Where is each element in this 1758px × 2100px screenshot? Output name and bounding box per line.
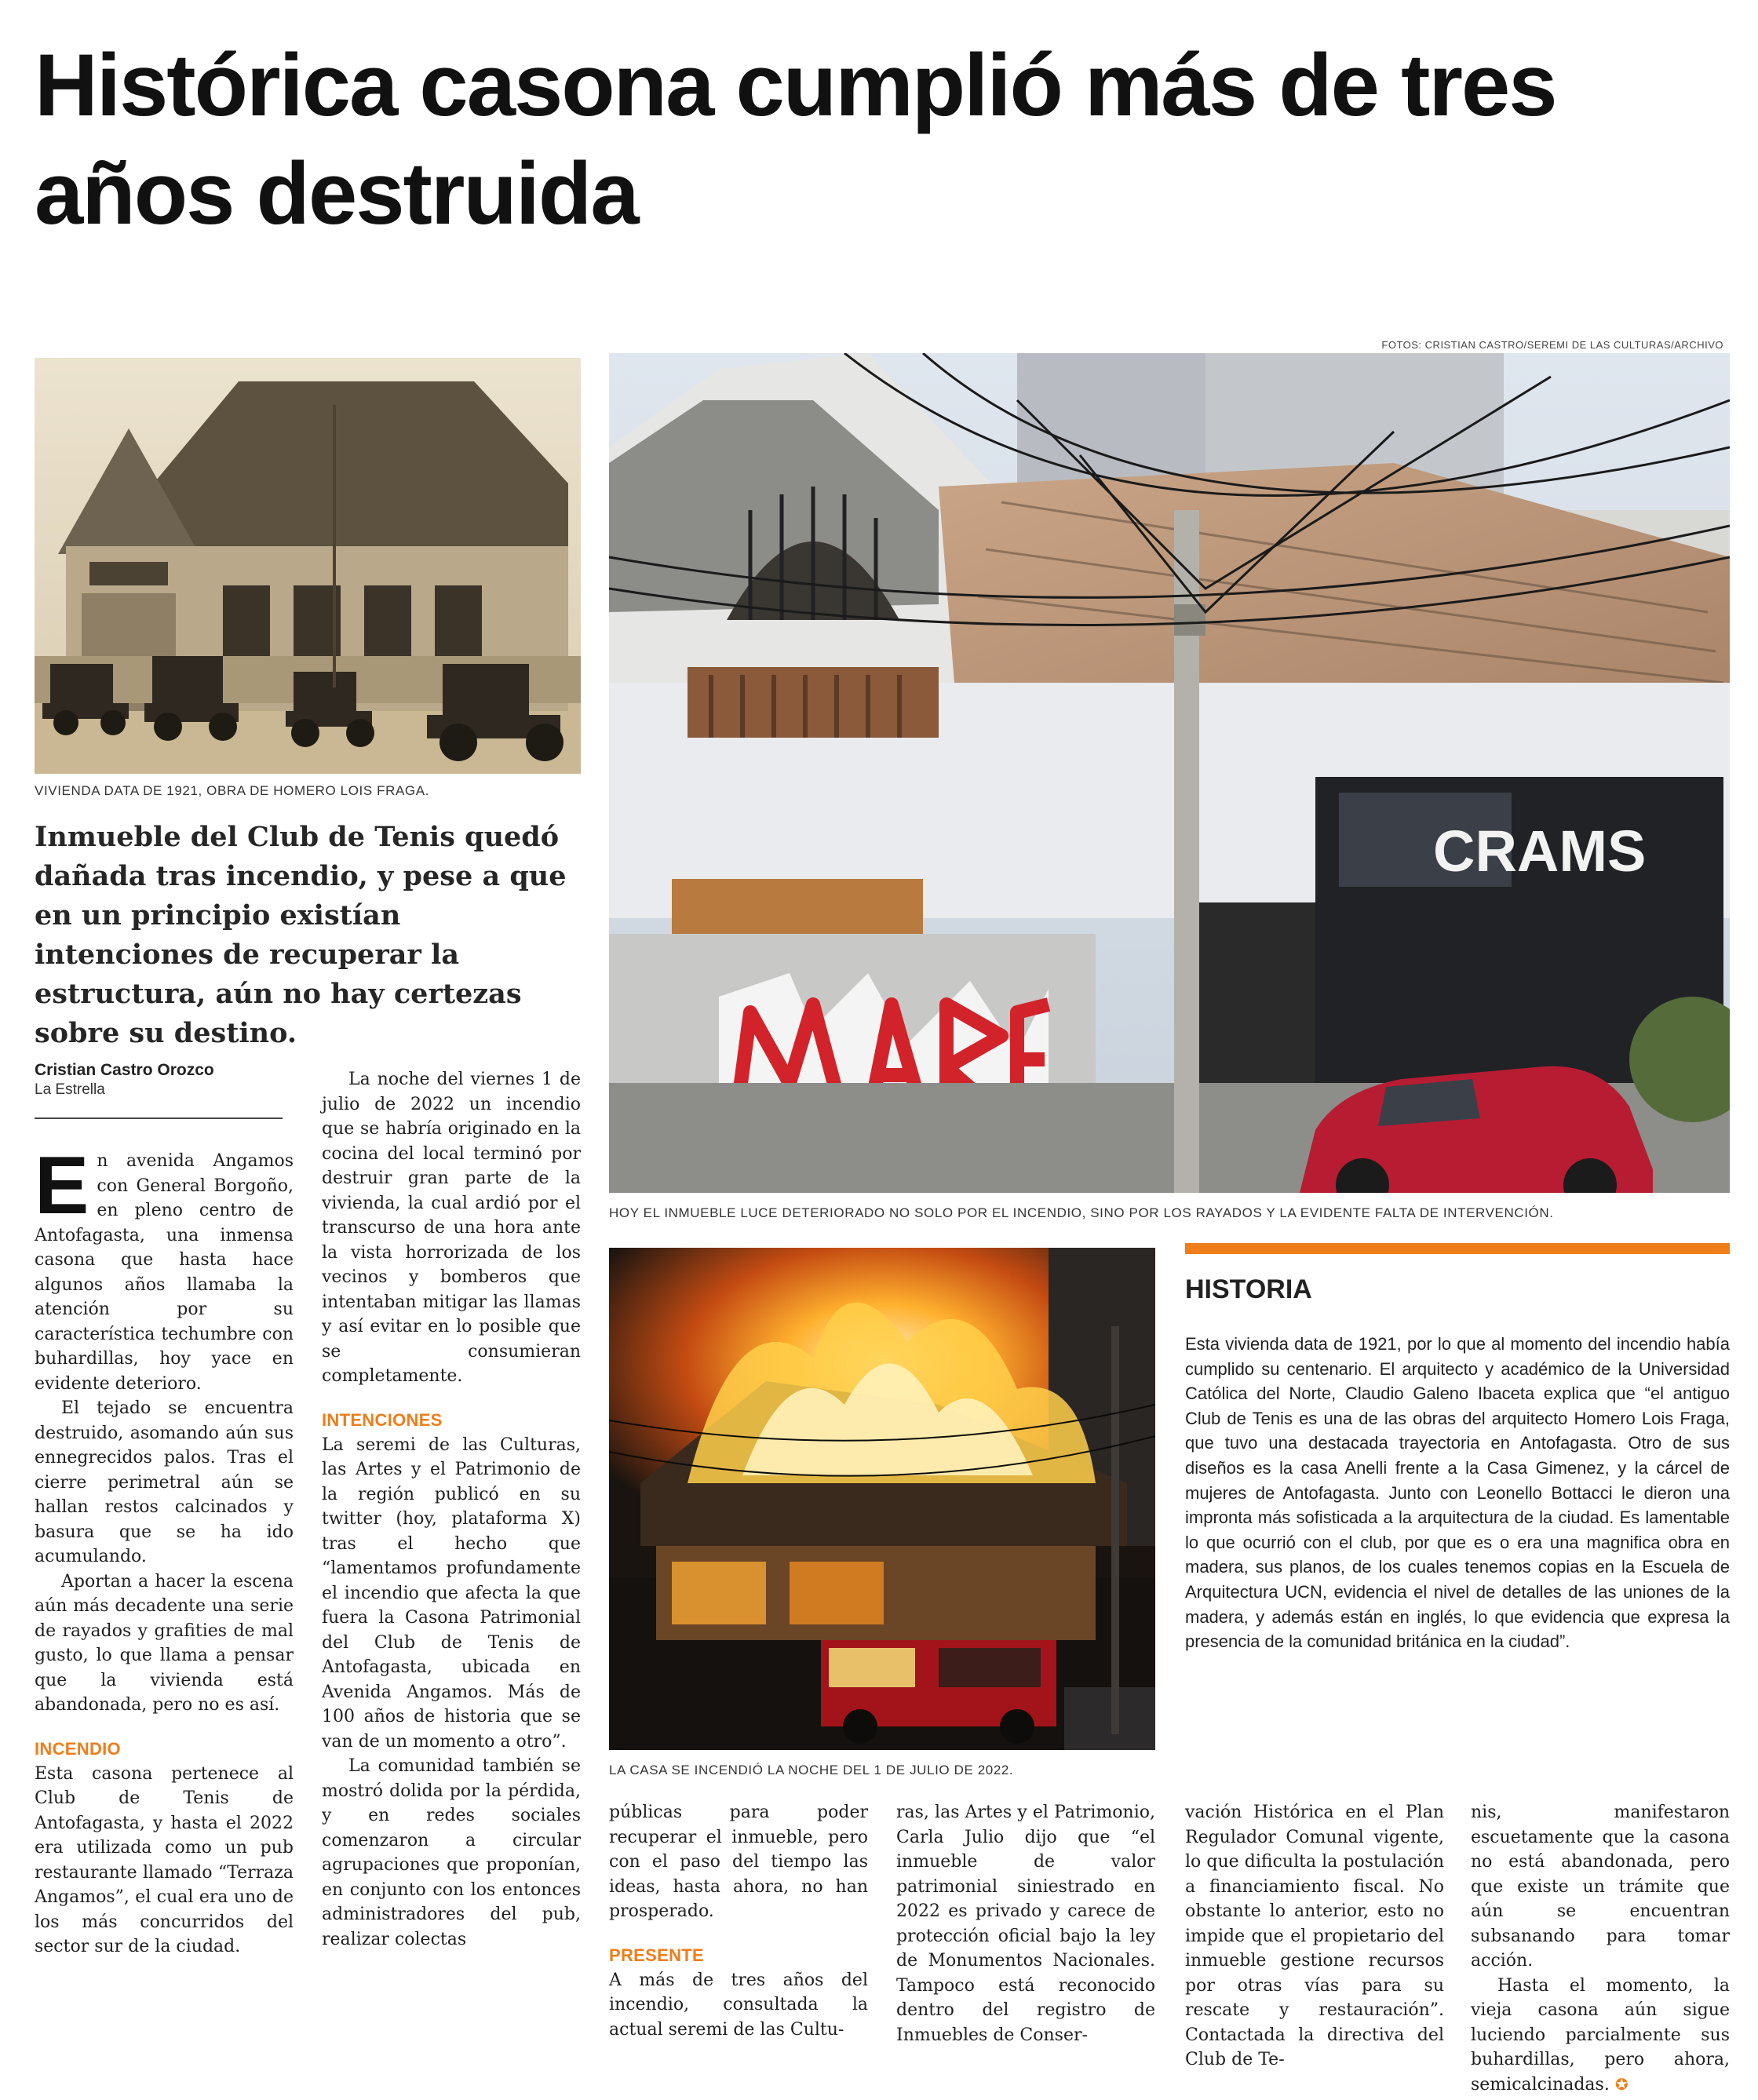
headline: Histórica casona cumplió más de tres años destruida — [35, 36, 1556, 242]
sidebar-historia — [1185, 1243, 1730, 1654]
paragraph-7-continued: públicas para poder recuperar el inmueble, pero con el paso del tiempo las ideas, hasta ahora, no han prosperado. — [609, 1803, 868, 1921]
paragraph-5: La noche del viernes 1 de julio de 2022 un incendio que se habría originado en la cocina del local terminó por destruir gran parte de la vivienda, la cual ardió por el transcurso de una hora ante la vista horrorizada de los vecinos y bomberos que intentaban mitigar las llamas y así evitar en lo posible que se consumieran completamente. — [322, 1070, 581, 1386]
fire-photo-caption: LA CASA SE INCENDIÓ LA NOCHE DEL 1 DE JULIO DE 2022. — [609, 1763, 1014, 1777]
sidebar-text: Esta vivienda data de 1921, por lo que al momento del incendio había cumplido su centenario. El arquitecto y académico de la Universidad Católica del Norte, Claudio Galeno Ibaceta explica que “el antiguo Club de Tenis es una de las obras del arquitecto Homero Lois Fraga, que tuvo una destacada trayectoria en Antofagasta. Otro de sus diseños es la casa Anelli frente a la Casa Gimenez, y la cárcel de mujeres de Antofagasta. Junto con Leonello Bottacci le dieron una impronta más sofisticada a la arquitectura de la ciudad. Es lamentable lo que ocurrió con el club, por que es o era una magnifica obra en madera, sus planos, de los cuales tenemos copias en la Escuela de Arquitectura UCN, evidencia el nivel de detalles de las uniones de la madera, y además están en inglés, lo que evidencia que expresa la presencia de la comunidad británica en la ciudad”. — [1185, 1334, 1730, 1652]
paragraph-8-continued-2: vación Histórica en el Plan Regulador Comunal vigente, lo que dificulta la postulación a financiamiento fiscal. No obstante lo anterior, esto no impide que el propietario del inmueble gestione recursos por otras vías para su rescate y restauración”. Contactada la directiva del Club de Te- — [1185, 1803, 1444, 2069]
subhead-intenciones: INTENCIONES — [322, 1409, 443, 1430]
current-photo — [609, 353, 1730, 1193]
photo-credit: FOTOS: CRISTIAN CASTRO/SEREMI DE LAS CULTURAS/ARCHIVO — [1381, 339, 1723, 351]
byline-author: Cristian Castro Orozco — [35, 1061, 214, 1079]
paragraph-2: El tejado se encuentra destruido, asomando aún sus ennegrecidos palos. Tras el cierre perimetral aún se hallan restos calcinados y basura que se ha ido acumulando. — [35, 1398, 294, 1566]
historic-photo — [35, 358, 581, 774]
paragraph-8-continued-3: nis, manifestaron escuetamente que la casona no está abandonada, pero que existe un trámite que aún se encuentran subsanando para tomar acción. — [1471, 1803, 1730, 1971]
body-column-2 — [322, 1067, 581, 1952]
end-mark-icon: ✪ — [1614, 2074, 1629, 2094]
paragraph-1: n avenida Angamos con General Borgoño, en pleno centro de Antofagasta, una inmensa casona que hasta hace algunos años llamaba la atención por su característica techumbre con buhardillas, hoy yace en evidente deterioro. — [35, 1151, 294, 1394]
subhead-incendio: INCENDIO — [35, 1738, 121, 1759]
deck: Inmueble del Club de Tenis quedó dañada tras incendio, y pese a que en un principio existían intenciones de recuperar la estructura, aún no hay certezas sobre su destino. — [35, 821, 567, 1049]
body-column-6 — [1471, 1800, 1730, 2097]
paragraph-8: A más de tres años del incendio, consultada la actual seremi de las Cultu- — [609, 1970, 868, 2040]
body-column-5 — [1185, 1800, 1444, 2073]
paragraph-7: La comunidad también se mostró dolida por la pérdida, y en redes sociales comenzaron a circular agrupaciones que proponían, en conjunto con los entonces administradores del pub, realizar colectas — [322, 1756, 581, 1949]
historic-photo-caption: VIVIENDA DATA DE 1921, OBRA DE HOMERO LOIS FRAGA. — [35, 783, 430, 798]
body-column-1 — [35, 1140, 294, 1960]
paragraph-8-continued: ras, las Artes y el Patrimonio, Carla Julio dijo que “el inmueble de valor patrimonial siniestrado en 2022 es privado y carece de protección oficial bajo la ley de Monumentos Nacionales. Tampoco está reconocido dentro del registro de Inmuebles de Conser- — [896, 1803, 1155, 2045]
current-photo-caption: HOY EL INMUEBLE LUCE DETERIORADO NO SOLO POR EL INCENDIO, SINO POR LOS RAYADOS Y LA EVIDENTE FALTA DE INTERVENCIÓN. — [609, 1205, 1554, 1220]
paragraph-4: Esta casona pertenece al Club de Tenis de Antofagasta, y hasta el 2022 era utilizada como un pub restaurante llamado “Terraza Angamos”, el cual era uno de los más concurridos del sector sur de la ciudad. — [35, 1763, 294, 1956]
sidebar-title: HISTORIA — [1185, 1274, 1312, 1304]
paragraph-3: Aportan a hacer la escena aún más decadente una serie de rayados y grafities de mal gusto, lo que llama a pensar que la vivienda está abandonada, pero no es así. — [35, 1571, 294, 1715]
dropcap: E — [35, 1140, 89, 1231]
byline-rule — [35, 1117, 283, 1119]
byline — [35, 1061, 286, 1099]
body-column-3 — [609, 1800, 868, 2042]
paragraph-6: La seremi de las Culturas, las Artes y el Patrimonio de la región publicó en su twitter (hoy, plataforma X) tras el hecho que “lamentamos profundamente el incendio que afecta la que fuera la Casona Patrimonial del Club de Tenis de Antofagasta, ubicada en Avenida Angamos. Más de 100 años de historia que se van de un momento a otro”. — [322, 1435, 581, 1752]
body-column-4 — [896, 1800, 1155, 2047]
subhead-presente: PRESENTE — [609, 1945, 704, 1965]
paragraph-9: Hasta el momento, la vieja casona aún sigue luciendo parcialmente sus buhardillas, pero ahora, semicalcinadas. — [1471, 1975, 1730, 2095]
fire-photo — [609, 1248, 1155, 1750]
graffiti-crams: CRAMS — [1433, 818, 1647, 884]
sidebar-accent-bar — [1185, 1243, 1730, 1254]
byline-outlet: La Estrella — [35, 1081, 105, 1098]
